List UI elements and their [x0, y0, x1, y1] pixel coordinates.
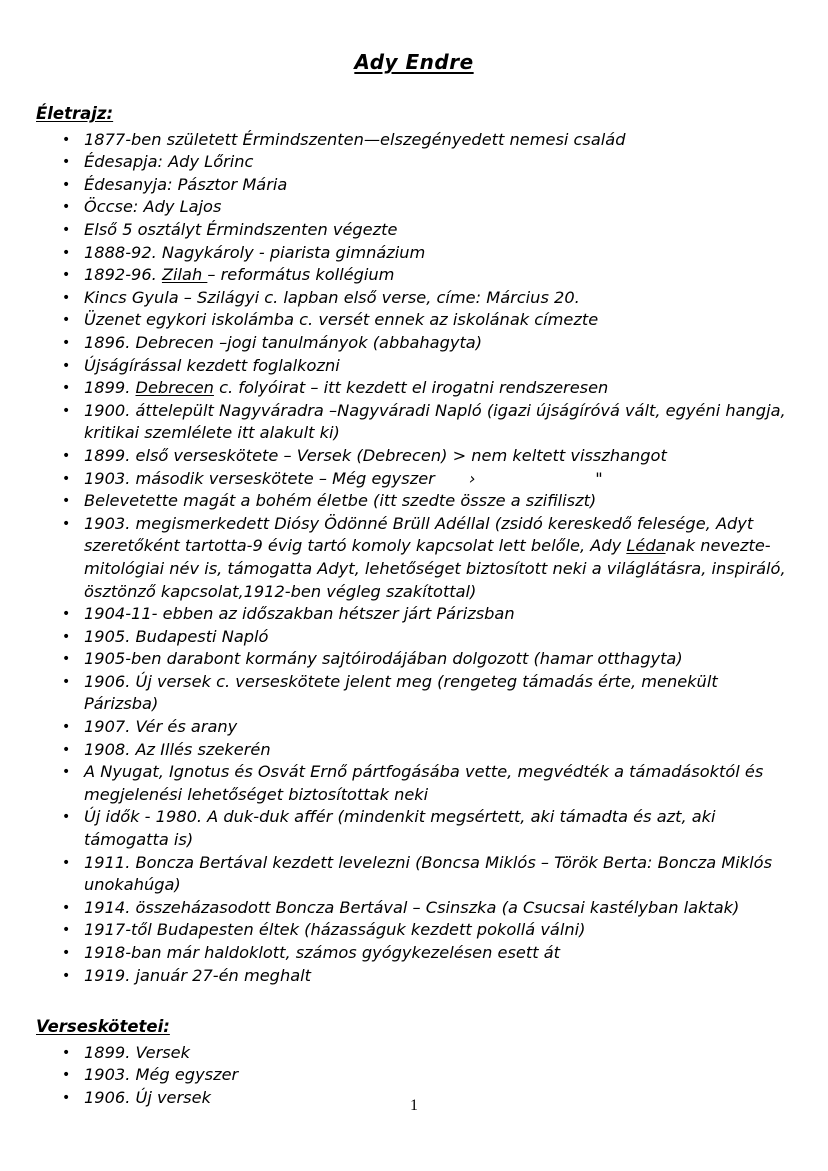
list-item	[0, 965, 828, 988]
list-item-text: 1899.	[84, 378, 136, 398]
list-item	[0, 919, 828, 942]
list-item	[0, 806, 828, 851]
list-item-text: 1908. Az Illés szekerén	[84, 739, 271, 759]
list-item	[0, 219, 828, 242]
list-item-text: 1907. Vér és arany	[84, 717, 238, 737]
list-item	[0, 852, 828, 897]
list-item-marker-glyph: ›	[468, 468, 476, 488]
list-item	[0, 174, 828, 197]
list-item-text: 1919. január 27-én meghalt	[84, 965, 311, 985]
list-item-text: Öccse: Ady Lajos	[84, 197, 222, 217]
list-item-text: 1904-11- ebben az időszakban hétszer járt Párizsban	[84, 604, 515, 624]
list-item-text-cont: "	[595, 468, 603, 488]
list-item-text: 1905-ben darabont kormány sajtóirodájában dolgozott (hamar otthagyta)	[84, 649, 683, 669]
page-number: 1	[410, 1097, 418, 1114]
list-item	[0, 897, 828, 920]
list-item	[0, 445, 828, 468]
list-item-text: Újságírással kezdett foglalkozni	[84, 355, 340, 375]
list-item	[0, 332, 828, 355]
list-item-text-cont: c. folyóirat – itt kezdett el irogatni rendszeresen	[213, 378, 609, 398]
list-item-text: 1906. Új versek	[84, 1088, 211, 1107]
list-item	[0, 355, 828, 378]
page-title-text: Ady Endre	[354, 50, 474, 74]
list-item-text: Édesanyja: Pásztor Mária	[84, 174, 288, 194]
list-item-text: Első 5 osztályt Érmindszenten végezte	[84, 220, 398, 239]
list-item-text: 1917-től Budapesten éltek (házasságuk kezdett pokollá válni)	[84, 920, 586, 940]
list-item-text: 1896. Debrecen –jogi tanulmányok (abbahagyta)	[84, 332, 483, 352]
list-item	[0, 648, 828, 671]
list-item-text-cont: nak nevezte-mitológiai név is, támogatta Adyt, lehetőséget biztosított neki a világlátásra, inspiráló, ösztönző kapcsolat,1912-ben végleg szakítottal)	[84, 536, 786, 601]
list-item-text: 1914. összeházasodott Boncza Bertával – Csinszka (a Csucsai kastélyban laktak)	[84, 897, 740, 917]
section-volumes	[0, 1017, 828, 1109]
list-item-text: 1899. első verseskötete – Versek (Debrecen) > nem keltett visszhangot	[84, 445, 667, 465]
list-item-text: 1892-96.	[84, 265, 162, 285]
list-item-text: Kincs Gyula – Szilágyi c. lapban első verse, címe: Március 20.	[84, 287, 580, 307]
section-biography	[0, 104, 828, 987]
list-item	[0, 739, 828, 762]
list-item	[0, 377, 828, 400]
list-item-text: Belevetette magát a bohém életbe (itt szedte össze a szifiliszt)	[84, 491, 597, 511]
list-item	[0, 400, 828, 445]
biography-bullet-list	[0, 129, 828, 988]
section-heading-biography-text: Életrajz:	[36, 104, 114, 123]
list-item-underlined-term: Zilah	[161, 265, 208, 285]
list-item-text-cont: – református kollégium	[207, 265, 395, 285]
list-item	[0, 309, 828, 332]
section-heading-volumes-text: Verseskötetei:	[36, 1017, 170, 1037]
list-item-text: 1877-ben született Érmindszenten—elszegényedett nemesi család	[84, 129, 626, 149]
list-item-underlined-term: Debrecen	[135, 378, 214, 398]
list-item	[0, 603, 828, 626]
list-item-text: 1911. Boncza Bertával kezdett levelezni (Boncsa Miklós – Török Berta: Boncza Miklós unokahúga)	[84, 852, 772, 895]
list-item-text: 1903. második verseskötete – Még egyszer	[84, 468, 435, 488]
list-item	[0, 129, 828, 152]
list-item	[0, 942, 828, 965]
section-heading-biography	[0, 104, 828, 125]
list-item-text: 1899. Versek	[84, 1042, 190, 1062]
list-item	[0, 264, 828, 287]
list-item-text: 1906. Új versek c. verseskötete jelent meg (rengeteg támadás érte, menekült Párizsba)	[84, 671, 718, 714]
list-item-text: 1905. Budapesti Napló	[84, 626, 269, 646]
list-item-underlined-term: Léda	[626, 536, 666, 556]
list-item	[0, 1042, 828, 1065]
list-item	[0, 626, 828, 649]
section-heading-volumes	[0, 1017, 828, 1038]
list-item	[0, 287, 828, 310]
list-item	[0, 490, 828, 513]
list-item	[0, 1064, 828, 1087]
list-item-text: 1888-92. Nagykároly - piarista gimnázium	[84, 242, 426, 262]
list-item-text: Új idők - 1980. A duk-duk affér (mindenkit megsértett, aki támadta és azt, aki támogatta is)	[84, 807, 716, 850]
list-item	[0, 242, 828, 265]
list-item-text: 1918-ban már haldoklott, számos gyógykezelésen esett át	[84, 943, 560, 962]
list-item-text: 1903. megismerkedett Diósy Ödönné Brüll Adéllal (zsidó kereskedő felesége, Adyt szeretőként tartotta-9 évig tartó komoly kapcsolat lett belőle, Ady	[84, 513, 754, 556]
list-item-text: 1900. áttelepült Nagyváradra –Nagyváradi Napló (igazi újságíróvá vált, egyéni hangja, kritikai szemlélete itt alakult ki)	[84, 400, 786, 443]
list-item	[0, 513, 828, 603]
list-item-text: Üzenet egykori iskolámba c. versét ennek az iskolának címezte	[84, 310, 599, 330]
list-item	[0, 761, 828, 806]
list-item	[0, 671, 828, 716]
list-item	[0, 716, 828, 739]
list-item	[0, 196, 828, 219]
list-item-text: 1903. Még egyszer	[84, 1065, 239, 1085]
page-title	[0, 0, 828, 74]
list-item	[0, 151, 828, 174]
list-item-text: Édesapja: Ady Lőrinc	[84, 152, 254, 172]
list-item-text: A Nyugat, Ignotus és Osvát Ernő pártfogásába vette, megvédték a támadásoktól és megjelenési lehetőséget biztosítottak neki	[84, 762, 764, 804]
list-item	[0, 468, 828, 491]
